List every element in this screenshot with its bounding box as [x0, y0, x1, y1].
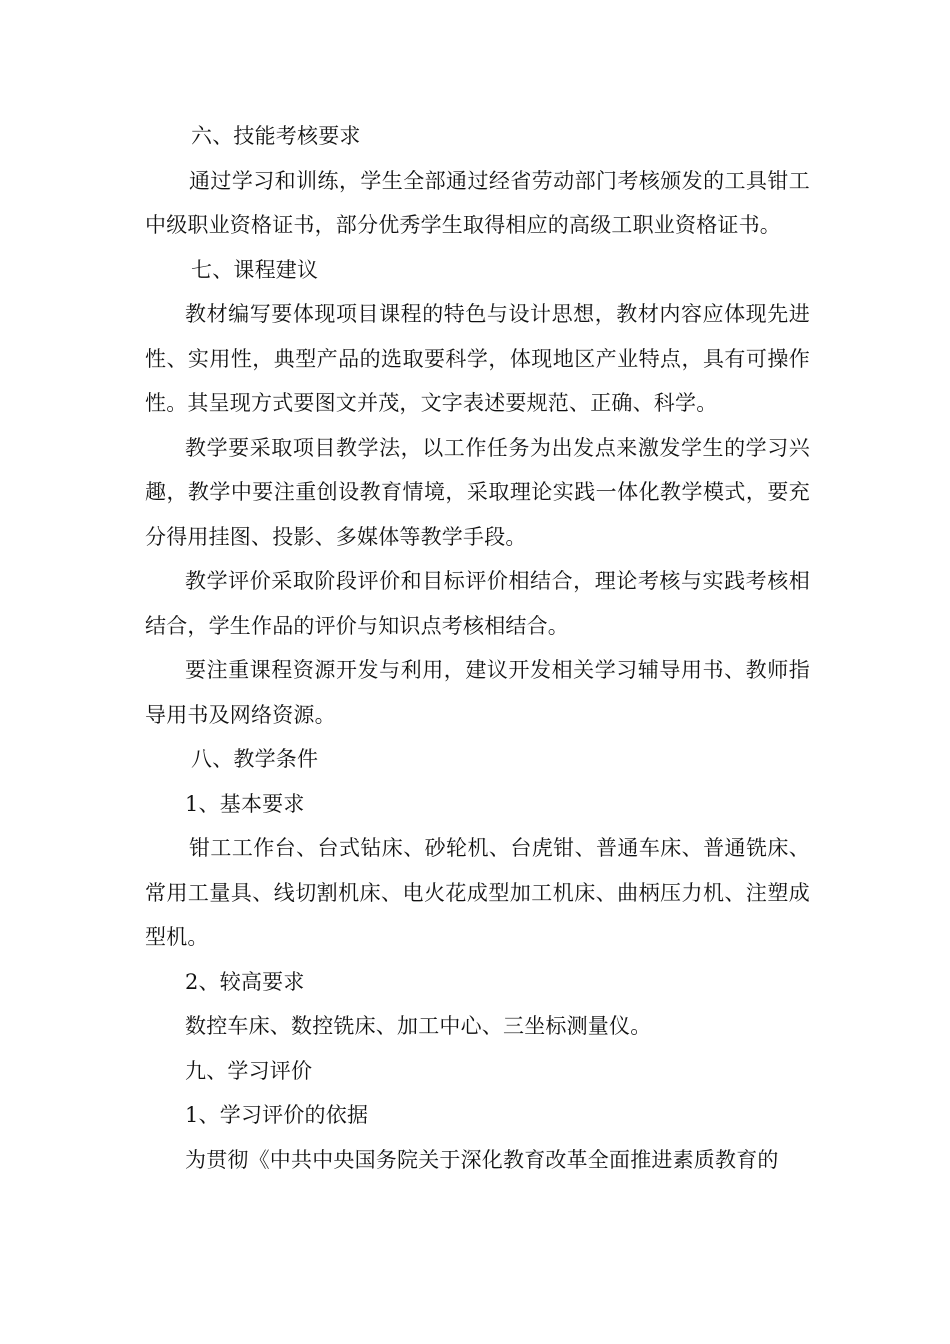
- subheading-advanced-requirements: 2、较高要求: [185, 969, 305, 994]
- subheading-evaluation-basis: 1、学习评价的依据: [185, 1103, 369, 1127]
- document-body: [145, 114, 810, 1182]
- section-heading-8: 八、教学条件: [191, 747, 319, 771]
- paragraph-basic-equipment: 钳工工作台、台式钻床、砂轮机、台虎钳、普通车床、普通铣床、常用工量具、线切割机床、电火花成型加工机床、曲柄压力机、注塑成型机。: [145, 836, 810, 949]
- paragraph-teaching-evaluation: 教学评价采取阶段评价和目标评价相结合，理论考核与实践考核相结合，学生作品的评价与知识点考核相结合。: [145, 569, 810, 638]
- section-heading-9: 九、学习评价: [185, 1058, 313, 1083]
- section-heading-7: 七、课程建议: [191, 257, 319, 282]
- subheading-basic-requirements: 1、基本要求: [185, 791, 305, 816]
- section-heading-6: 六、技能考核要求: [191, 124, 361, 148]
- paragraph-skill-assessment: 通过学习和训练，学生全部通过经省劳动部门考核颁发的工具钳工中级职业资格证书，部分优秀学生取得相应的高级工职业资格证书。: [145, 168, 810, 237]
- paragraph-textbook: 教材编写要体现项目课程的特色与设计思想，教材内容应体现先进性、实用性，典型产品的选取要科学，体现地区产业特点，具有可操作性。其呈现方式要图文并茂，文字表述要规范、正确、科学。: [145, 302, 810, 415]
- paragraph-advanced-equipment: 数控车床、数控铣床、加工中心、三坐标测量仪。: [185, 1014, 652, 1038]
- paragraph-teaching-method: 教学要采取项目教学法，以工作任务为出发点来激发学生的学习兴趣，教学中要注重创设教育情境，采取理论实践一体化教学模式，要充分得用挂图、投影、多媒体等教学手段。: [145, 435, 810, 549]
- paragraph-evaluation-basis: 为贯彻《中共中央国务院关于深化教育改革全面推进素质教育的: [185, 1147, 779, 1172]
- paragraph-course-resources: 要注重课程资源开发与利用，建议开发相关学习辅导用书、教师指导用书及网络资源。: [145, 658, 810, 727]
